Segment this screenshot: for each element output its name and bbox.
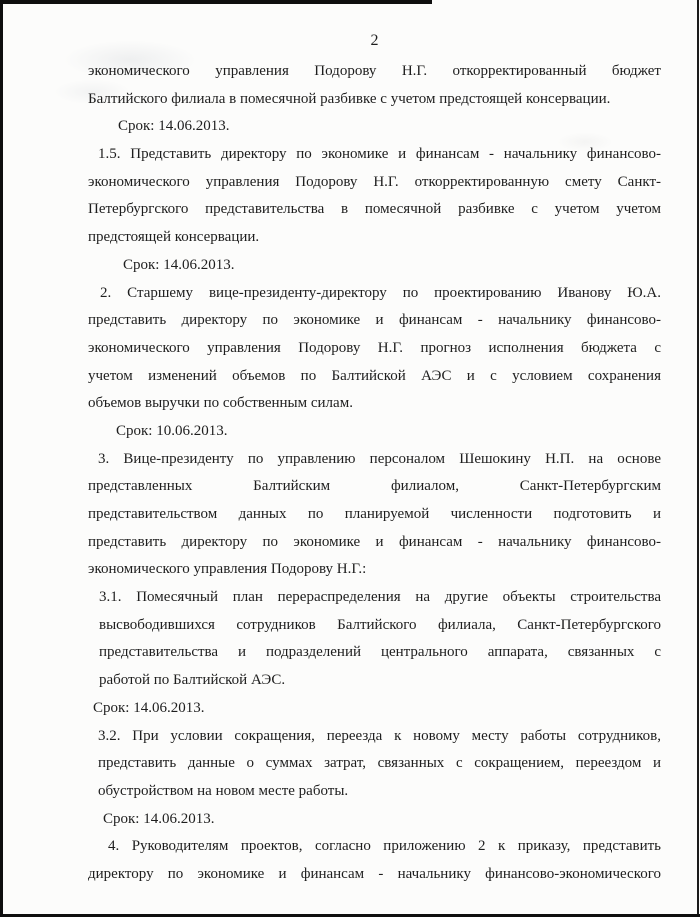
para-1-5 [88,141,661,252]
text-line: Петербургского представительства в помесячной разбивке с учетом учетом [88,201,661,218]
text-line: 3.2. При условии сокращения, переезда к новому месту работы сотрудников, [98,727,661,744]
text-line: 1.5. Представить директору по экономике и финансам - начальнику финансово- [98,146,661,163]
deadline-line: Срок: 14.06.2013. [118,118,230,135]
text-line: директору по экономике и финансам - начальнику финансово-экономического [88,865,661,882]
scan-edge-top [0,0,432,4]
deadline-line: Срок: 14.06.2013. [123,256,235,273]
text-line: представить директору по экономике и финансам - начальнику финансово- [88,312,661,329]
text-line: объемов выручки по собственным силам. [88,395,353,412]
deadline-3-2 [88,806,661,834]
document-body [88,58,661,889]
deadline-line: Срок: 14.06.2013. [93,699,205,716]
text-line: 3. Вице-президенту по управлению персоналом Шешокину Н.П. на основе [98,450,661,467]
para-3 [88,446,661,584]
deadline-3-1 [88,695,661,723]
text-line: Балтийского филиала в помесячной разбивке с учетом предстоящей консервации. [88,90,611,107]
text-line: представить данные о суммах затрат, связанных с сокращением, переездом и [98,755,661,772]
text-line: 4. Руководителям проектов, согласно приложению 2 к приказу, представить [108,838,661,855]
text-line: учетом изменений объемов по Балтийской АЭС и с условием сохранения [88,367,661,384]
deadline-line: Срок: 10.06.2013. [116,422,228,439]
text-line: представить директору по экономике и финансам - начальнику финансово- [88,533,661,550]
text-line: 2. Старшему вице-президенту-директору по проектированию Иванову Ю.А. [100,284,661,301]
para-2 [88,280,661,418]
para-3-2 [98,723,661,806]
deadline-2 [88,418,661,446]
text-line: работой по Балтийской АЭС. [99,672,286,689]
page-number: 2 [370,32,379,49]
deadline-1-4 [88,113,661,141]
scan-edge-left [0,0,3,917]
text-line: экономического управления Подорову Н.Г.: [88,561,367,578]
text-line: предстоящей консервации. [88,229,260,246]
text-line: представительством данных по планируемой численности подготовить и [88,506,661,522]
deadline-line: Срок: 14.06.2013. [103,810,215,827]
text-line: представленных Балтийским филиалом, Санкт-Петербургским [88,478,661,495]
text-line: экономического управления Подорову Н.Г. откорректированную смету Санкт- [88,173,661,190]
scan-edge-right [697,0,699,917]
para-3-1 [99,584,661,695]
text-line: обустройством на новом месте работы. [98,782,349,799]
deadline-1-5 [88,252,661,280]
text-line: 3.1. Помесячный план перераспределения на другие объекты строительства [99,589,661,606]
para-1-4-continuation [88,58,661,113]
text-line: экономического управления Подорову Н.Г. прогноз исполнения бюджета с [88,339,661,356]
text-line: экономического управления Подорову Н.Г. откорректированный бюджет [88,63,661,79]
text-line: высвободившихся сотрудников Балтийского филиала, Санкт-Петербургского [99,616,661,633]
text-line: представительства и подразделений центрального аппарата, связанных с [99,644,661,661]
para-4 [88,833,661,888]
